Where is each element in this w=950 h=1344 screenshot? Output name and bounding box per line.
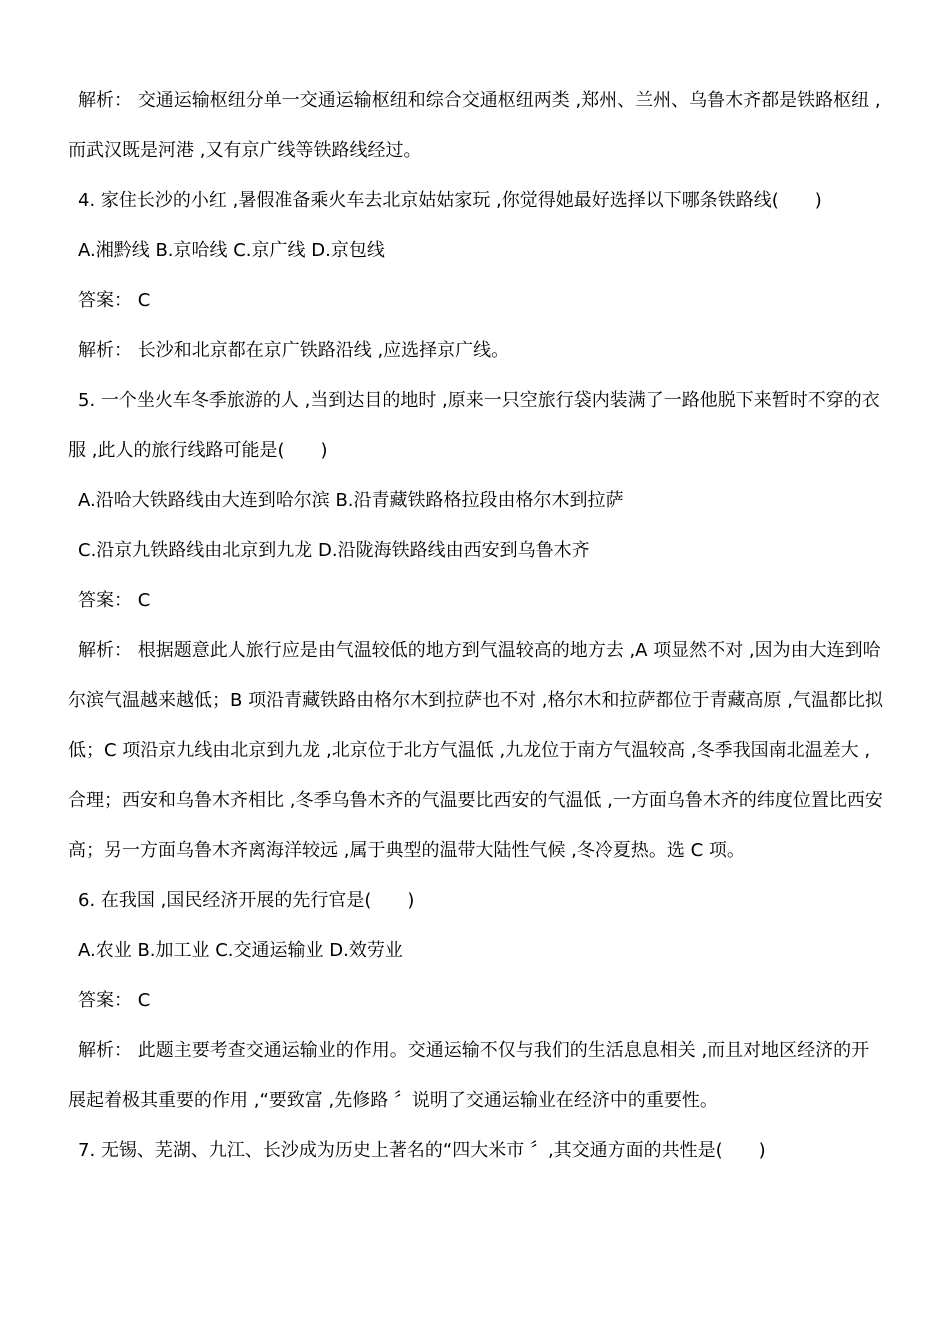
analysis-q6: 解析： 此题主要考查交通运输业的作用。交通运输不仅与我们的生活息息相关 ,而且对地区经济的开展起着极其重要的作用 ,“要致富 ,先修路 〞说明了交通运输业在经济中的重要性。 [68, 1040, 870, 1111]
question-4: 4. 家住长沙的小红 ,暑假准备乘火车去北京姑姑家玩 ,你觉得她最好选择以下哪条铁路线( ) [78, 190, 822, 211]
analysis-q3: 解析： 交通运输枢纽分单一交通运输枢纽和综合交通枢纽两类 ,郑州、兰州、乌鲁木齐都是铁路枢纽 ,而武汉既是河港 ,又有京广线等铁路线经过。 [68, 90, 881, 161]
question-6: 6. 在我国 ,国民经济开展的先行官是( ) [78, 890, 415, 911]
answer-q6: 答案： C [78, 990, 151, 1011]
options-q5-ab: A.沿哈大铁路线由大连到哈尔滨 B.沿青藏铁路格拉段由格尔木到拉萨 [78, 490, 624, 511]
options-q4: A.湘黔线 B.京哈线 C.京广线 D.京包线 [78, 240, 385, 261]
analysis-q4: 解析： 长沙和北京都在京广铁路沿线 ,应选择京广线。 [78, 340, 510, 361]
answer-q4: 答案： C [78, 290, 151, 311]
question-7: 7. 无锡、芜湖、九江、长沙成为历史上著名的“四大米市 〞,其交通方面的共性是( ) [78, 1140, 766, 1161]
options-q5-cd: C.沿京九铁路线由北京到九龙 D.沿陇海铁路线由西安到乌鲁木齐 [78, 540, 590, 561]
options-q6: A.农业 B.加工业 C.交通运输业 D.效劳业 [78, 940, 403, 961]
question-5: 5. 一个坐火车冬季旅游的人 ,当到达目的地时 ,原来一只空旅行袋内装满了一路他脱下来暂时不穿的衣服 ,此人的旅行线路可能是( ) [68, 390, 880, 461]
document-page [68, 76, 884, 1176]
answer-q5: 答案： C [78, 590, 151, 611]
analysis-q5: 解析： 根据题意此人旅行应是由气温较低的地方到气温较高的地方去 ,A 项显然不对 ,因为由大连到哈尔滨气温越来越低；B 项沿青藏铁路由格尔木到拉萨也不对 ,格尔木和拉萨都位于青藏高原 ,气温都比拟低；C 项沿京九线由北京到九龙 ,北京位于北方气温低 ,九龙位于南方气温较高 ,冬季我国南北温差大 ,合理；西安和乌鲁木齐相比 ,冬季乌鲁木齐的气温要比西安的气温低 ,一方面乌鲁木齐的纬度位置比西安高；另一方面乌鲁木齐离海洋较远 ,属于典型的温带大陆性气候 ,冬冷夏热。选 C 项。 [68, 640, 883, 861]
